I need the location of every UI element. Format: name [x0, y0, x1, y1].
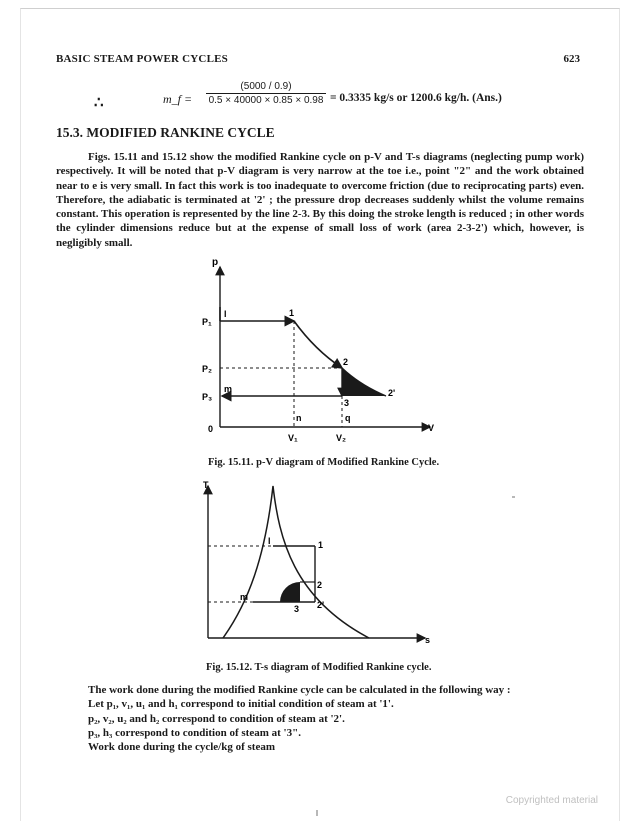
body-text: [56, 683, 588, 754]
ts-label-l: l: [268, 536, 271, 546]
pv-label-v2: V₂: [336, 433, 347, 443]
scan-speck: [512, 496, 515, 498]
pv-label-v1: V₁: [288, 433, 298, 443]
pv-label-origin: 0: [208, 424, 214, 434]
body-line-5: Work done during the cycle/kg of steam: [88, 741, 275, 754]
ts-label-t: T: [203, 480, 209, 490]
ts-label-3: 3: [294, 604, 300, 614]
pv-label-l: l: [224, 309, 227, 319]
running-head: BASIC STEAM POWER CYCLES: [56, 53, 228, 65]
pv-label-2: 2: [343, 357, 349, 367]
pv-label-m: m: [224, 384, 233, 394]
scan-speck: [316, 810, 318, 816]
pv-label-p3: P₃: [202, 392, 213, 402]
pv-label-3: 3: [344, 398, 350, 408]
figure1-caption: Fig. 15.11. p-V diagram of Modified Rankine Cycle.: [208, 457, 440, 468]
pv-expansion-1-2: [294, 321, 342, 368]
pv-label-v: V: [428, 423, 435, 433]
figure2-caption: Fig. 15.12. T-s diagram of Modified Rankine cycle.: [206, 662, 432, 673]
pv-label-p2: P₂: [202, 364, 213, 374]
pv-label-p: p: [212, 257, 219, 268]
ts-diagram: [193, 478, 433, 656]
body-line-4: p₃, h₃ correspond to condition of steam at '3".: [88, 726, 301, 739]
ts-label-1: 1: [318, 540, 324, 550]
pv-shaded-area: [342, 368, 386, 396]
ts-label-2: 2: [317, 580, 323, 590]
ts-shaded-area: [280, 582, 300, 602]
equation-lhs: m_f =: [163, 92, 193, 106]
ts-label-s: s: [425, 635, 431, 645]
pv-diagram: [190, 255, 440, 455]
ts-label-m: m: [240, 592, 249, 602]
body-line-2: Let p₁, v₁, u₁ and h₁ correspond to initial condition of steam at '1'.: [88, 698, 394, 711]
equation-fraction: [206, 81, 326, 106]
pv-label-1: 1: [289, 308, 295, 318]
equation-result: = 0.3335 kg/s or 1200.6 kg/h. (Ans.): [330, 92, 502, 104]
pv-label-n: n: [296, 413, 302, 423]
fraction-numerator: (5000 / 0.9): [206, 81, 326, 94]
therefore-symbol: ∴: [94, 95, 104, 111]
pv-label-p1: P₁: [202, 317, 212, 327]
fraction-denominator: 0.5 × 40000 × 0.85 × 0.98: [208, 95, 324, 106]
body-line-1: The work done during the modified Rankine cycle can be calculated in the following way :: [88, 684, 511, 696]
ts-saturation-dome: [223, 486, 369, 638]
pv-label-2p: 2': [388, 388, 396, 398]
ts-label-2p: 2': [317, 600, 325, 610]
pv-label-q: q: [345, 413, 351, 423]
section-paragraph: Figs. 15.11 and 15.12 show the modified Rankine cycle on p-V and T-s diagrams (neglecting pump work) respectively. It will be noted that p-V diagram is very narrow at the toe i.e., point "2" and the work obtained near to e is very small. In fact this work is too inadequate to overcome friction (due to reciprocating parts) even. Therefore, the adiabatic is terminated at '2' ; the pressure drop decreases suddenly whilst the volume remains constant. This operation is represented by the line 2-3. By this doing the stroke length is reduced ; in other words the cylinder dimensions reduce but at the expense of small loss of work (area 2-3-2') which, however, is negligibly small.: [56, 151, 584, 249]
page-number: 623: [563, 53, 580, 65]
watermark: Copyrighted material: [505, 795, 598, 806]
body-line-3: p₂, v₂, u₂ and h₂ correspond to condition of steam at '2'.: [88, 712, 345, 725]
section-heading: 15.3. MODIFIED RANKINE CYCLE: [56, 125, 275, 140]
